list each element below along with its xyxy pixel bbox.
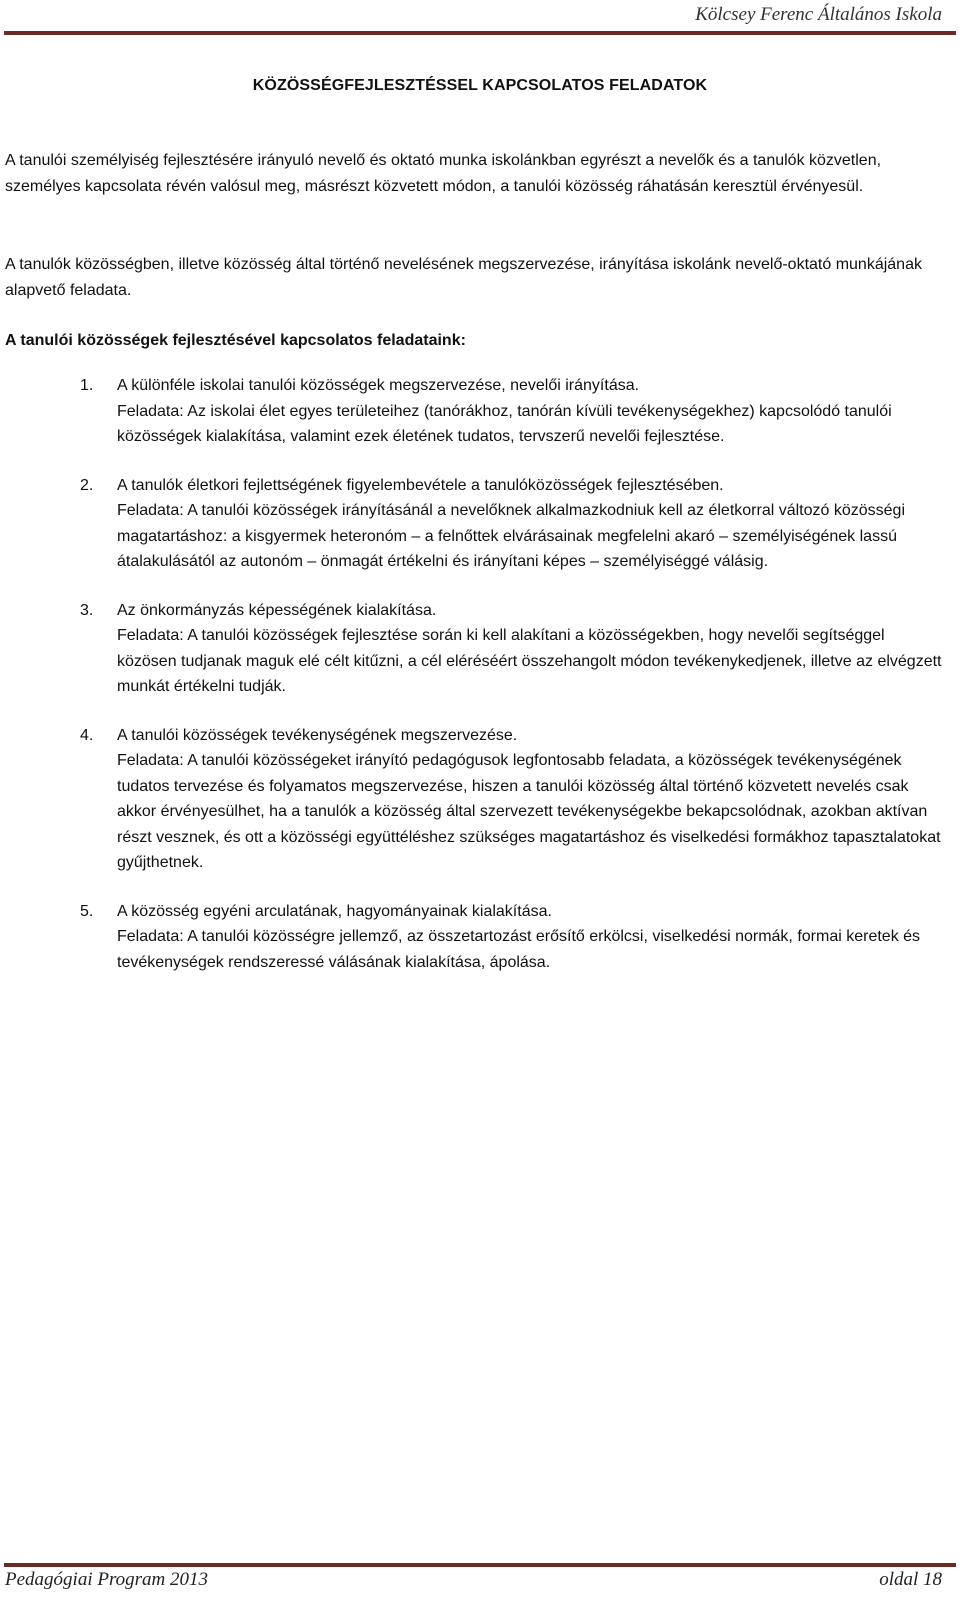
- list-item: [0, 373, 960, 450]
- list-item-title: A különféle iskolai tanulói közösségek megszervezése, nevelői irányítása.: [117, 377, 640, 394]
- section-heading: A tanulói közösségek fejlesztésével kapcsolatos feladataink:: [5, 332, 466, 349]
- list-item-number: 5.: [80, 902, 94, 920]
- list-item-number: 3.: [80, 601, 94, 619]
- list-item: [0, 899, 960, 976]
- list-item-title: A tanulói közösségek tevékenységének megszervezése.: [117, 726, 518, 744]
- list-item: [0, 598, 960, 700]
- list-item: [0, 723, 960, 876]
- list-item-description: Feladata: A tanulói közösségeket irányító pedagógusok legfontosabb feladata, a közösségek tevékenységének tudatos tervezése és folyamatos megszervezése, hiszen a tanulói közösség által történő közvetett nevelés csak akkor érvényesülhet, ha a tanulók a közösség által szervezett tevékenységekbe bekapcsolódnak, azokban aktívan részt vesznek, és ott a közösségi együttéléshez szükséges magatartáshoz és viselkedési formákhoz tapasztalatokat gyűjthetnek.: [117, 752, 941, 871]
- footer-divider: [4, 1563, 956, 1567]
- page-title: KÖZÖSSÉGFEJLESZTÉSSEL KAPCSOLATOS FELADATOK: [252, 77, 708, 94]
- footer-page-number: oldal 18: [879, 1569, 942, 1590]
- list-item-description: Feladata: A tanulói közösségek irányításánál a nevelőknek alkalmazkodniuk kell az életkorral változó közösségi magatartáshoz: a kisgyermek heteronóm – a felnőttek elvárásainak megfelelni akaró – személyiségének lassú átalakulásától az autonóm – önmagát értékelni és irányítani képes – személyiséggé válásig.: [117, 502, 905, 570]
- list-item-description: Feladata: A tanulói közösségre jellemző, az összetartozást erősítő erkölcsi, viselkedési normák, formai keretek és tevékenységek rendszeressé válásának kialakítása, ápolása.: [117, 928, 921, 971]
- list-item-title: A közösség egyéni arculatának, hagyományainak kialakítása.: [117, 902, 552, 920]
- list-item-title: Az önkormányzás képességének kialakítása.: [117, 601, 437, 619]
- header-school-name: Kölcsey Ferenc Általános Iskola: [695, 4, 942, 25]
- list-item-number: 4.: [80, 726, 94, 744]
- task-list: [0, 373, 960, 998]
- list-item-title: A tanulók életkori fejlettségének figyelembevétele a tanulóközösségek fejlesztésében.: [117, 476, 724, 494]
- list-item-description: Feladata: A tanulói közösségek fejlesztése során ki kell alakítani a közösségekben, hogy nevelői segítséggel közösen tudjanak maguk elé célt kitűzni, a cél eléréséért összehangolt módon tevékenykedjenek, illetve az elvégzett munkát értékelni tudják.: [117, 627, 942, 695]
- list-item-number: 1.: [80, 377, 94, 394]
- footer-program-label: Pedagógiai Program 2013: [5, 1569, 209, 1590]
- list-item: [0, 473, 960, 575]
- intro-paragraph-2: A tanulók közösségben, illetve közösség által történő nevelésének megszervezése, irányítása iskolánk nevelő-oktató munkájának alapvető feladata.: [5, 256, 922, 299]
- list-item-number: 2.: [80, 476, 94, 494]
- list-item-description: Feladata: Az iskolai élet egyes területeihez (tanórákhoz, tanórán kívüli tevékenységekhez) kapcsolódó tanulói közösségek kialakítása, valamint ezek életének tudatos, tervszerű nevelői fejlesztése.: [117, 402, 892, 445]
- header-divider: [4, 31, 956, 35]
- intro-paragraph: A tanulói személyiség fejlesztésére irányuló nevelő és oktató munka iskolánkban egyrészt a nevelők és a tanulók közvetlen, személyes kapcsolata révén valósul meg, másrészt közvetett módon, a tanulói közösség ráhatásán keresztül érvényesül.: [5, 152, 882, 195]
